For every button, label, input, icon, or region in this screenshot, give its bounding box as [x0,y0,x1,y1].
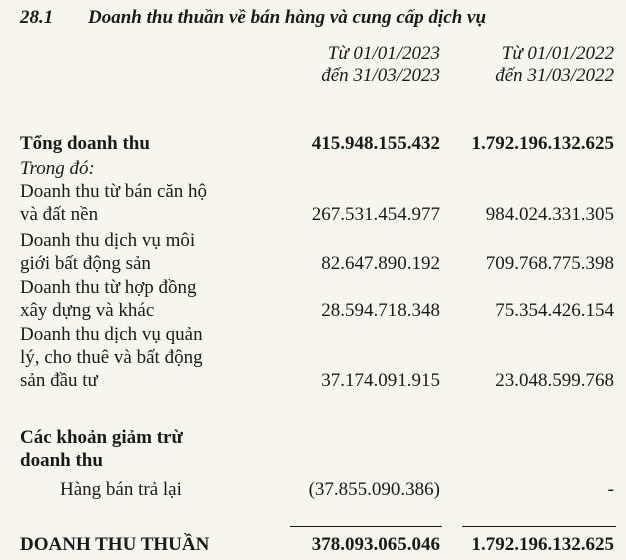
item-management-2023: 37.174.091.915 [321,370,440,391]
item-brokerage-2022: 709.768.775.398 [485,253,614,274]
item-construction-label-line1: Doanh thu từ hợp đồng [20,277,197,298]
item-management-label-line3: sản đầu tư [20,370,98,391]
column-header-2023-line2: đến 31/03/2023 [321,65,440,86]
deductions-label-line2: doanh thu [20,450,103,471]
section-number: 28.1 [20,7,54,28]
item-apartments-label-line1: Doanh thu từ bán căn hộ [20,181,208,202]
sales-returns-2022: - [607,479,614,500]
item-brokerage-label-line1: Doanh thu dịch vụ môi [20,230,196,251]
sales-returns-label: Hàng bán trả lại [60,479,182,500]
item-brokerage-label-line2: giới bất động sản [20,253,151,274]
item-brokerage-2023: 82.647.890.192 [321,253,440,274]
item-apartments-2022: 984.024.331.305 [485,204,614,225]
column-header-2022-line2: đến 31/03/2022 [495,65,614,86]
net-revenue-rule-2022 [462,526,616,527]
total-revenue-2023: 415.948.155.432 [311,133,440,154]
item-apartments-2023: 267.531.454.977 [311,204,440,225]
net-revenue-rule-2023 [290,526,442,527]
section-title: Doanh thu thuần về bán hàng và cung cấp dịch vụ [88,7,487,28]
sales-returns-2023: (37.855.090.386) [308,479,440,500]
deductions-label-line1: Các khoản giảm trừ [20,427,183,448]
column-header-2023-line1: Từ 01/01/2023 [327,43,440,64]
net-revenue-label: DOANH THU THUẦN [20,534,210,555]
total-revenue-2022: 1.792.196.132.625 [471,133,614,154]
item-apartments-label-line2: và đất nền [20,204,99,225]
of-which-label: Trong đó: [20,158,95,179]
item-construction-label-line2: xây dựng và khác [20,300,155,321]
total-revenue-label: Tổng doanh thu [20,133,150,154]
item-management-label-line2: lý, cho thuê và bất động [20,347,203,368]
item-construction-2022: 75.354.426.154 [495,300,614,321]
item-construction-2023: 28.594.718.348 [321,300,440,321]
net-revenue-2022: 1.792.196.132.625 [471,534,614,555]
column-header-2022-line1: Từ 01/01/2022 [501,43,614,64]
item-management-label-line1: Doanh thu dịch vụ quản [20,324,203,345]
item-management-2022: 23.048.599.768 [495,370,614,391]
net-revenue-2023: 378.093.065.046 [311,534,440,555]
